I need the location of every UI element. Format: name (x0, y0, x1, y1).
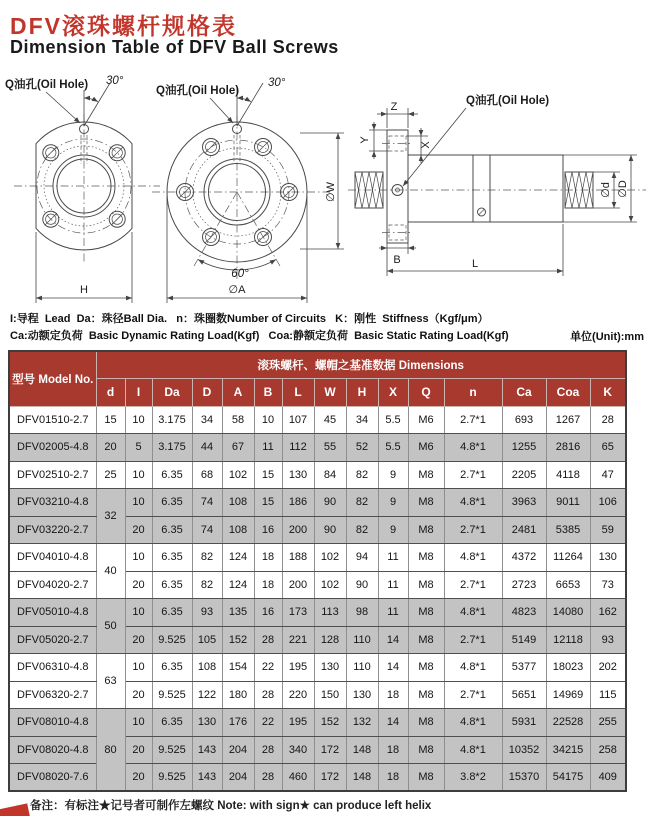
value-cell: 68 (192, 461, 222, 489)
value-cell: 2481 (502, 516, 546, 544)
value-cell: 2.7*1 (444, 626, 502, 654)
value-cell: 148 (346, 736, 378, 764)
value-cell: 20 (125, 516, 152, 544)
footnote: 备注：有标注★记号者可制作左螺纹 Note: with sign★ can produce left helix (30, 800, 432, 812)
value-cell: 4.8*1 (444, 709, 502, 737)
value-cell: 105 (192, 626, 222, 654)
value-cell: 20 (125, 571, 152, 599)
value-cell: 65 (590, 434, 626, 462)
value-cell: 5149 (502, 626, 546, 654)
value-cell: 130 (346, 681, 378, 709)
dimensions-group-header: 滚珠螺杆、螺帽之基准数据 Dimensions (96, 351, 626, 378)
value-cell: 14 (378, 709, 408, 737)
column-header: Q (408, 378, 444, 406)
d-cell: 25 (96, 461, 125, 489)
value-cell: 130 (192, 709, 222, 737)
value-cell: 90 (346, 571, 378, 599)
value-cell: 106 (590, 489, 626, 517)
value-cell: 11264 (546, 544, 590, 572)
value-cell: 93 (590, 626, 626, 654)
dim-b-label: B (393, 254, 401, 266)
value-cell: 150 (314, 681, 346, 709)
model-cell: DFV02510-2.7 (9, 461, 96, 489)
value-cell: 58 (222, 406, 254, 434)
value-cell: 15 (254, 489, 282, 517)
model-cell: DFV06320-2.7 (9, 681, 96, 709)
header-row-group (9, 351, 626, 378)
model-column-header: 型号 Model No. (9, 351, 96, 406)
value-cell: 20 (125, 626, 152, 654)
value-cell: 255 (590, 709, 626, 737)
front-view-round-flange (152, 77, 344, 303)
value-cell: 10 (254, 406, 282, 434)
value-cell: M8 (408, 489, 444, 517)
oil-hole-label: Q油孔(Oil Hole) (466, 95, 550, 107)
value-cell: 82 (192, 544, 222, 572)
value-cell: 5 (125, 434, 152, 462)
model-cell: DFV02005-4.8 (9, 434, 96, 462)
value-cell: 172 (314, 736, 346, 764)
flange (387, 130, 408, 243)
model-cell: DFV04010-4.8 (9, 544, 96, 572)
value-cell: 108 (222, 489, 254, 517)
value-cell: 18023 (546, 654, 590, 682)
value-cell: 5377 (502, 654, 546, 682)
value-cell: 108 (192, 654, 222, 682)
value-cell: 204 (222, 736, 254, 764)
value-cell: 44 (192, 434, 222, 462)
value-cell: 22 (254, 709, 282, 737)
d-cell: 80 (96, 709, 125, 792)
value-cell: 10 (125, 461, 152, 489)
table-header (9, 351, 626, 406)
value-cell: 6.35 (152, 709, 192, 737)
table-row (9, 461, 626, 489)
value-cell: 94 (346, 544, 378, 572)
value-cell: M8 (408, 626, 444, 654)
value-cell: 195 (282, 654, 314, 682)
value-cell: 82 (192, 571, 222, 599)
value-cell: 4372 (502, 544, 546, 572)
value-cell: 110 (346, 654, 378, 682)
value-cell: 258 (590, 736, 626, 764)
dimension-table (8, 350, 627, 792)
value-cell: 102 (314, 544, 346, 572)
value-cell: 28 (254, 681, 282, 709)
value-cell: M8 (408, 544, 444, 572)
model-cell: DFV08010-4.8 (9, 709, 96, 737)
value-cell: 176 (222, 709, 254, 737)
value-cell: 4.8*1 (444, 599, 502, 627)
legend-line1: I:导程 Lead Da：珠径Ball Dia. n：珠圈数Number of Circuits K：刚性 Stiffness（Kgf/μm） (10, 313, 489, 325)
value-cell: 3.175 (152, 406, 192, 434)
value-cell: M8 (408, 571, 444, 599)
value-cell: 28 (590, 406, 626, 434)
dim-d-big-label: ∅D (617, 180, 629, 198)
column-header: d (96, 378, 125, 406)
value-cell: 2723 (502, 571, 546, 599)
value-cell: 18 (378, 681, 408, 709)
value-cell: 6653 (546, 571, 590, 599)
model-cell: DFV04020-2.7 (9, 571, 96, 599)
model-cell: DFV03210-4.8 (9, 489, 96, 517)
value-cell: 90 (314, 516, 346, 544)
value-cell: 1255 (502, 434, 546, 462)
column-header: K (590, 378, 626, 406)
value-cell: 14 (378, 626, 408, 654)
d-cell: 50 (96, 599, 125, 654)
value-cell: 188 (282, 544, 314, 572)
value-cell: 34 (192, 406, 222, 434)
value-cell: 202 (590, 654, 626, 682)
value-cell: 107 (282, 406, 314, 434)
technical-drawings (0, 72, 650, 310)
legend-line2: Ca:动额定负荷 Basic Dynamic Rating Load(Kgf) Coa:静额定负荷 Basic Static Rating Load(Kgf) (10, 330, 509, 342)
column-header: H (346, 378, 378, 406)
value-cell: 18 (378, 736, 408, 764)
dim-z-label: Z (390, 101, 398, 113)
value-cell: 3963 (502, 489, 546, 517)
value-cell: 74 (192, 516, 222, 544)
value-cell: M6 (408, 434, 444, 462)
value-cell: 9.525 (152, 626, 192, 654)
value-cell: 124 (222, 571, 254, 599)
value-cell: 45 (314, 406, 346, 434)
value-cell: 10 (125, 599, 152, 627)
page-title: DFV滚珠螺杆规格表 (10, 13, 237, 39)
value-cell: 5.5 (378, 434, 408, 462)
value-cell: 200 (282, 571, 314, 599)
value-cell: 98 (346, 599, 378, 627)
value-cell: 2205 (502, 461, 546, 489)
angle-60-label: 60° (231, 268, 249, 280)
value-cell: 9.525 (152, 736, 192, 764)
value-cell: 11 (254, 434, 282, 462)
value-cell: 18 (254, 571, 282, 599)
value-cell: 22528 (546, 709, 590, 737)
value-cell: 5385 (546, 516, 590, 544)
value-cell: 14969 (546, 681, 590, 709)
side-view-ball-screw (348, 93, 646, 276)
value-cell: 152 (222, 626, 254, 654)
value-cell: 20 (125, 736, 152, 764)
dim-y-label: Y (359, 136, 371, 144)
column-header: I (125, 378, 152, 406)
value-cell: 221 (282, 626, 314, 654)
value-cell: 340 (282, 736, 314, 764)
model-cell: DFV03220-2.7 (9, 516, 96, 544)
column-header: n (444, 378, 502, 406)
value-cell: 186 (282, 489, 314, 517)
value-cell: 14 (378, 654, 408, 682)
value-cell: 12118 (546, 626, 590, 654)
table-body (9, 406, 626, 791)
value-cell: 73 (590, 571, 626, 599)
column-header: X (378, 378, 408, 406)
value-cell: 16 (254, 599, 282, 627)
value-cell: 4.8*1 (444, 654, 502, 682)
value-cell: 84 (314, 461, 346, 489)
unit-label: 单位(Unit):mm (570, 331, 644, 343)
value-cell: 180 (222, 681, 254, 709)
value-cell: 6.35 (152, 489, 192, 517)
value-cell: 143 (192, 764, 222, 792)
value-cell: 4118 (546, 461, 590, 489)
value-cell: 82 (346, 461, 378, 489)
column-header: Da (152, 378, 192, 406)
corner-red-mark (0, 803, 30, 816)
column-header: L (282, 378, 314, 406)
value-cell: 9.525 (152, 681, 192, 709)
value-cell: 67 (222, 434, 254, 462)
d-cell: 15 (96, 406, 125, 434)
value-cell: 132 (346, 709, 378, 737)
value-cell: 93 (192, 599, 222, 627)
front-view-flange-with-flats (5, 75, 160, 303)
value-cell: 10 (125, 709, 152, 737)
value-cell: 59 (590, 516, 626, 544)
model-cell: DFV05020-2.7 (9, 626, 96, 654)
value-cell: 4823 (502, 599, 546, 627)
value-cell: 154 (222, 654, 254, 682)
model-cell: DFV01510-2.7 (9, 406, 96, 434)
column-header: Ca (502, 378, 546, 406)
value-cell: 18 (254, 544, 282, 572)
column-header: W (314, 378, 346, 406)
model-cell: DFV05010-4.8 (9, 599, 96, 627)
value-cell: 173 (282, 599, 314, 627)
value-cell: 130 (314, 654, 346, 682)
value-cell: M8 (408, 461, 444, 489)
dim-x-label: X (420, 141, 432, 149)
value-cell: 195 (282, 709, 314, 737)
header-row-columns (9, 378, 626, 406)
value-cell: 11 (378, 544, 408, 572)
value-cell: M6 (408, 406, 444, 434)
value-cell: 2.7*1 (444, 571, 502, 599)
value-cell: 409 (590, 764, 626, 792)
value-cell: 2816 (546, 434, 590, 462)
table-row (9, 599, 626, 627)
value-cell: 2.7*1 (444, 406, 502, 434)
d-cell: 32 (96, 489, 125, 544)
value-cell: 6.35 (152, 461, 192, 489)
value-cell: 28 (254, 626, 282, 654)
table-row (9, 406, 626, 434)
value-cell: 693 (502, 406, 546, 434)
value-cell: 15 (254, 461, 282, 489)
dim-a-label: ∅A (228, 284, 246, 296)
value-cell: 34 (346, 406, 378, 434)
value-cell: 6.35 (152, 599, 192, 627)
value-cell: 172 (314, 764, 346, 792)
value-cell: 18 (378, 764, 408, 792)
column-header: Coa (546, 378, 590, 406)
value-cell: 55 (314, 434, 346, 462)
value-cell: 162 (590, 599, 626, 627)
value-cell: 128 (314, 626, 346, 654)
value-cell: M8 (408, 736, 444, 764)
value-cell: 112 (282, 434, 314, 462)
value-cell: 5.5 (378, 406, 408, 434)
d-cell: 40 (96, 544, 125, 599)
value-cell: 28 (254, 736, 282, 764)
value-cell: 9 (378, 516, 408, 544)
value-cell: 6.35 (152, 544, 192, 572)
value-cell: 113 (314, 599, 346, 627)
dim-w-label: ∅W (325, 182, 337, 202)
value-cell: 15370 (502, 764, 546, 792)
value-cell: 20 (125, 681, 152, 709)
table-row (9, 709, 626, 737)
value-cell: 6.35 (152, 654, 192, 682)
value-cell: 14080 (546, 599, 590, 627)
value-cell: 16 (254, 516, 282, 544)
value-cell: 108 (222, 516, 254, 544)
value-cell: 143 (192, 736, 222, 764)
value-cell: 148 (346, 764, 378, 792)
value-cell: 28 (254, 764, 282, 792)
value-cell: 4.8*1 (444, 489, 502, 517)
value-cell: 4.8*1 (444, 736, 502, 764)
value-cell: 4.8*1 (444, 544, 502, 572)
value-cell: M8 (408, 599, 444, 627)
value-cell: 22 (254, 654, 282, 682)
angle-30-label: 30° (268, 77, 286, 89)
value-cell: 10 (125, 544, 152, 572)
value-cell: 124 (222, 544, 254, 572)
value-cell: 82 (346, 516, 378, 544)
value-cell: 102 (314, 571, 346, 599)
value-cell: 6.35 (152, 571, 192, 599)
value-cell: 2.7*1 (444, 516, 502, 544)
legend (10, 311, 509, 345)
value-cell: 115 (590, 681, 626, 709)
dim-h-label: H (80, 284, 88, 296)
value-cell: 200 (282, 516, 314, 544)
value-cell: 2.7*1 (444, 681, 502, 709)
value-cell: 4.8*1 (444, 434, 502, 462)
dim-l-label: L (471, 258, 479, 270)
value-cell: 5651 (502, 681, 546, 709)
value-cell: 54175 (546, 764, 590, 792)
value-cell: M8 (408, 681, 444, 709)
column-header: B (254, 378, 282, 406)
oil-hole-label: Q油孔(Oil Hole) (5, 79, 89, 91)
value-cell: 10 (125, 489, 152, 517)
d-cell: 63 (96, 654, 125, 709)
column-header: A (222, 378, 254, 406)
value-cell: 9.525 (152, 764, 192, 792)
value-cell: 3.175 (152, 434, 192, 462)
table-row (9, 489, 626, 517)
value-cell: 10352 (502, 736, 546, 764)
page-subtitle: Dimension Table of DFV Ball Screws (10, 37, 339, 57)
value-cell: 220 (282, 681, 314, 709)
model-cell: DFV08020-4.8 (9, 736, 96, 764)
value-cell: 52 (346, 434, 378, 462)
value-cell: 152 (314, 709, 346, 737)
value-cell: 34215 (546, 736, 590, 764)
value-cell: 9011 (546, 489, 590, 517)
value-cell: M8 (408, 654, 444, 682)
value-cell: 204 (222, 764, 254, 792)
table-row (9, 654, 626, 682)
value-cell: 10 (125, 654, 152, 682)
value-cell: 460 (282, 764, 314, 792)
value-cell: 6.35 (152, 516, 192, 544)
value-cell: M8 (408, 709, 444, 737)
value-cell: 20 (125, 764, 152, 792)
value-cell: 9 (378, 461, 408, 489)
model-cell: DFV06310-4.8 (9, 654, 96, 682)
value-cell: 3.8*2 (444, 764, 502, 792)
value-cell: 130 (282, 461, 314, 489)
value-cell: 110 (346, 626, 378, 654)
model-cell: DFV08020-7.6 (9, 764, 96, 792)
value-cell: 74 (192, 489, 222, 517)
value-cell: 82 (346, 489, 378, 517)
oil-hole-label: Q油孔(Oil Hole) (156, 85, 240, 97)
table-row (9, 434, 626, 462)
value-cell: M8 (408, 764, 444, 792)
value-cell: 11 (378, 599, 408, 627)
dim-d-small-label: ∅d (600, 182, 612, 198)
value-cell: 135 (222, 599, 254, 627)
value-cell: 130 (590, 544, 626, 572)
value-cell: 9 (378, 489, 408, 517)
value-cell: 2.7*1 (444, 461, 502, 489)
value-cell: 5931 (502, 709, 546, 737)
value-cell: 10 (125, 406, 152, 434)
d-cell: 20 (96, 434, 125, 462)
value-cell: M8 (408, 516, 444, 544)
value-cell: 11 (378, 571, 408, 599)
table-row (9, 544, 626, 572)
value-cell: 90 (314, 489, 346, 517)
angle-30-label: 30° (106, 75, 124, 87)
value-cell: 122 (192, 681, 222, 709)
value-cell: 1267 (546, 406, 590, 434)
column-header: D (192, 378, 222, 406)
value-cell: 102 (222, 461, 254, 489)
value-cell: 47 (590, 461, 626, 489)
